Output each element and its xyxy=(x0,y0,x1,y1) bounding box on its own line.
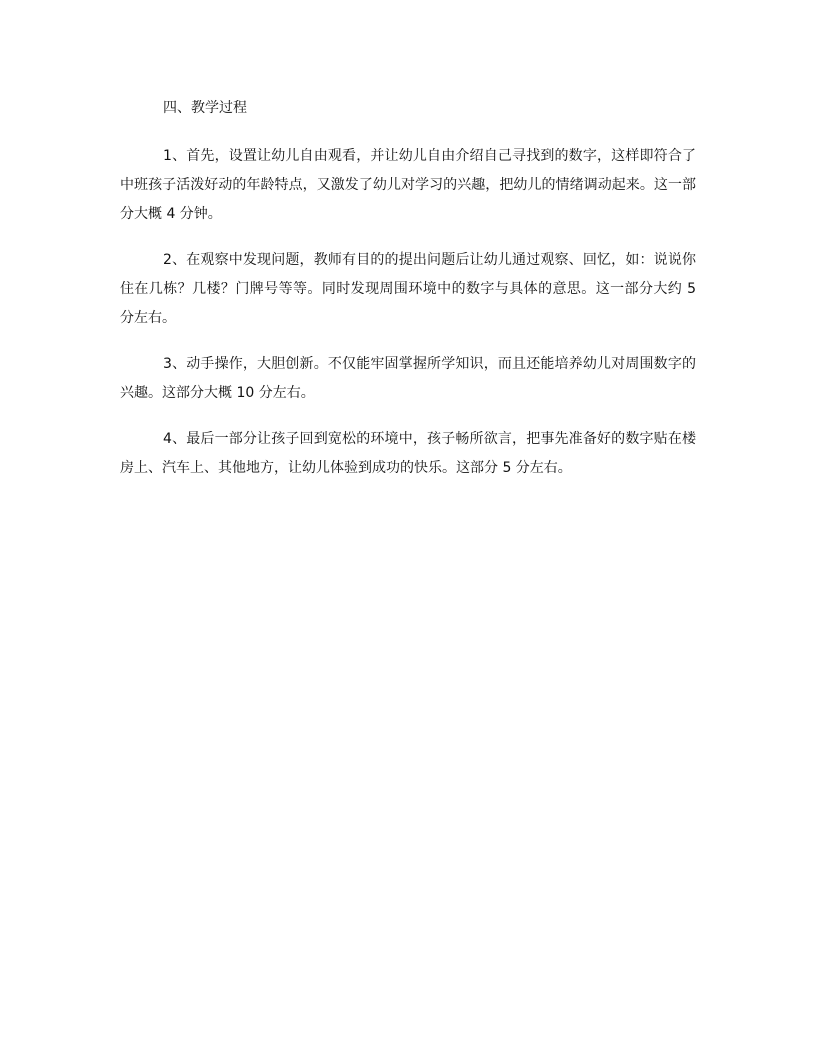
paragraph-step-1: 1、首先，设置让幼儿自由观看，并让幼儿自由介绍自己寻找到的数字，这样即符合了中班孩子活泼好动的年龄特点，又激发了幼儿对学习的兴趣，把幼儿的情绪调动起来。这一部分大概 4 分钟。 xyxy=(120,148,696,222)
paragraph-step-4: 4、最后一部分让孩子回到宽松的环境中，孩子畅所欲言，把事先准备好的数字贴在楼房上、汽车上、其他地方，让幼儿体验到成功的快乐。这部分 5 分左右。 xyxy=(120,431,696,476)
section-heading: 四、教学过程 xyxy=(163,100,247,116)
paragraph-step-2: 2、在观察中发现问题，教师有目的的提出问题后让幼儿通过观察、回忆，如：说说你住在几栋？几楼？门牌号等等。同时发现周围环境中的数字与具体的意思。这一部分大约 5 分左右。 xyxy=(120,252,696,326)
paragraph-step-3: 3、动手操作，大胆创新。不仅能牢固掌握所学知识，而且还能培养幼儿对周围数字的兴趣。这部分大概 10 分左右。 xyxy=(120,356,696,401)
document-body xyxy=(120,96,696,500)
